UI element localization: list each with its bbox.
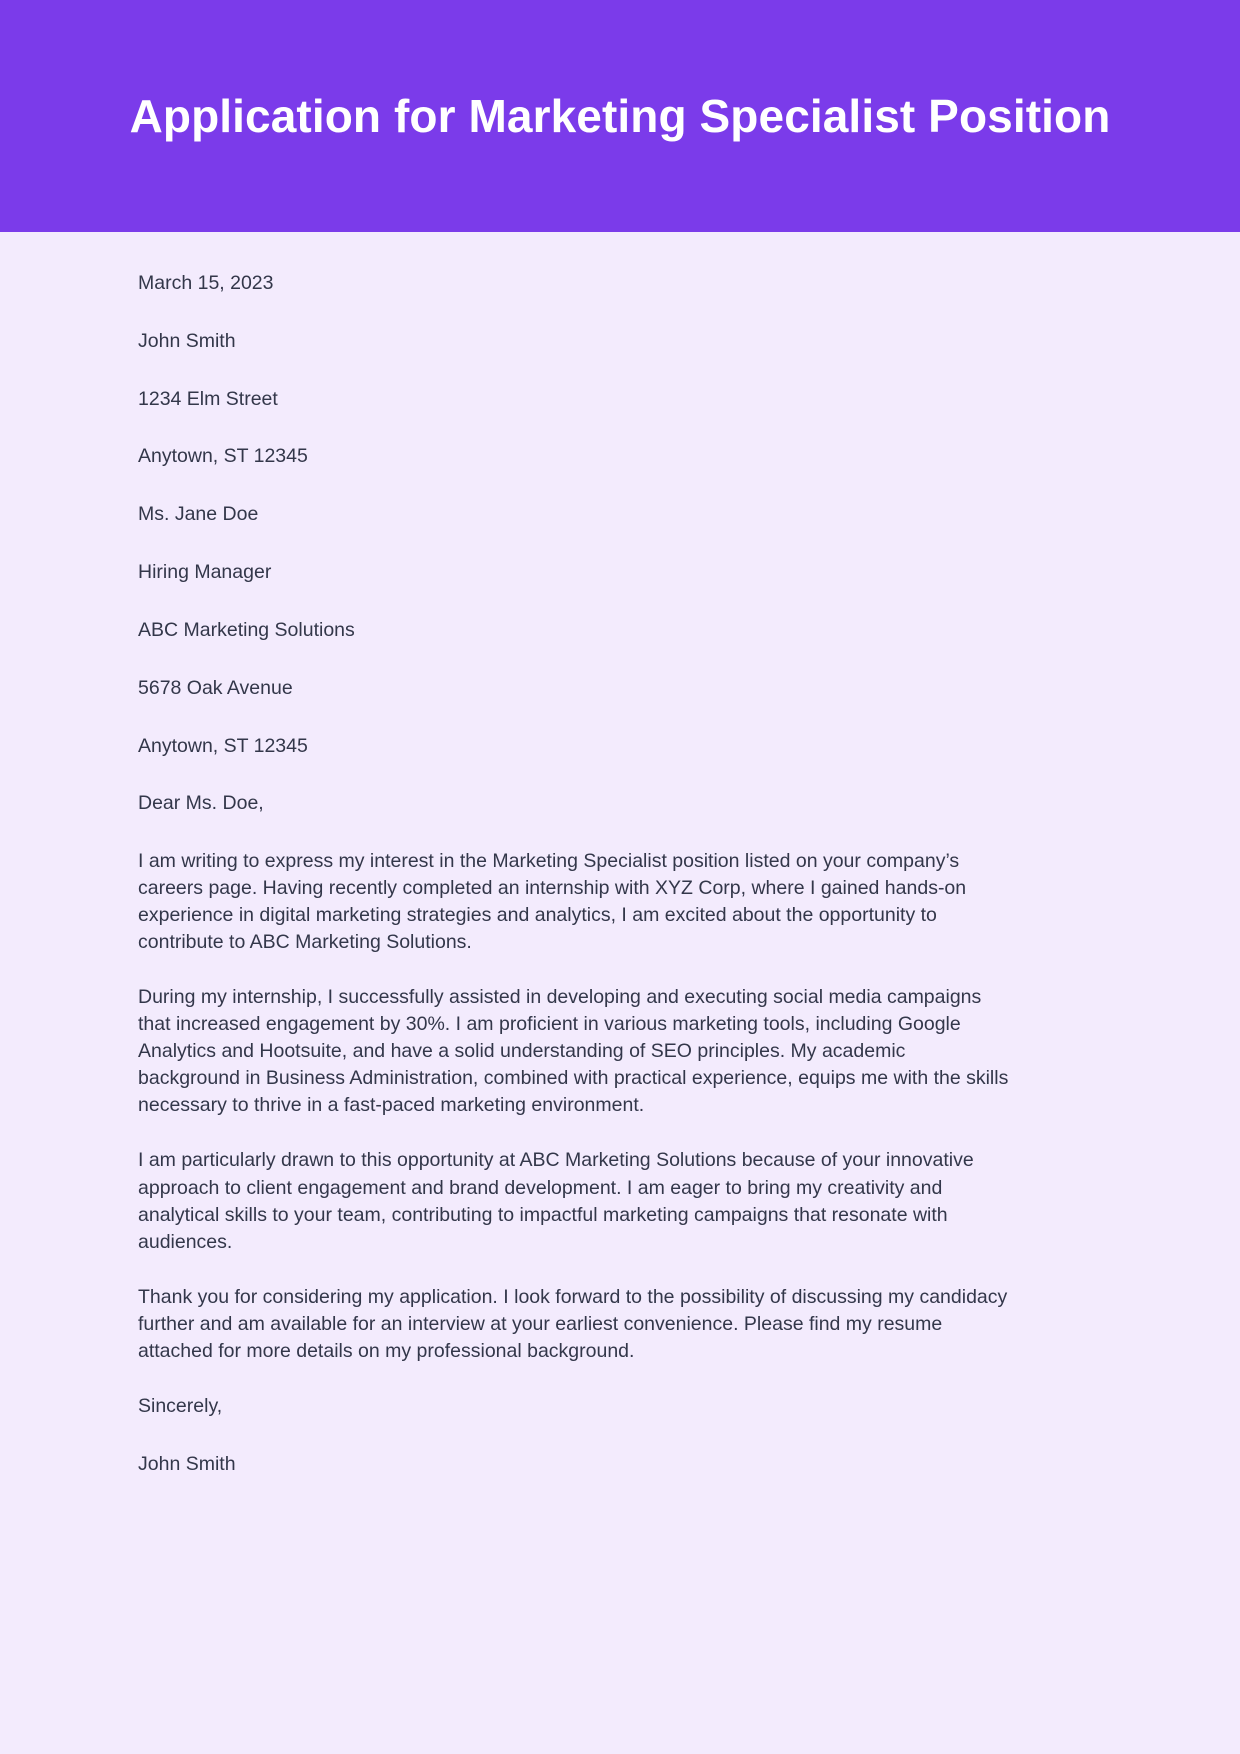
sender-name: John Smith <box>138 329 236 352</box>
letter-paragraph-2: During my internship, I successfully assisted in developing and executing social media campaigns that increased engagement by 30%. I am proficient in various marketing tools, including Google Analytics and Hootsuite, and have a solid understanding of SEO principles. My academic background in Business Administration, combined with practical experience, equips me with the skills necessary to thrive in a fast-paced marketing environment. <box>138 986 1009 1117</box>
letter-paragraph-4: Thank you for considering my application. I look forward to the possibility of discussing my candidacy further and am available for an interview at your earliest convenience. Please find my resume attached for more details on my professional background. <box>138 1285 1008 1363</box>
recipient-title: Hiring Manager <box>138 561 272 584</box>
letter-salutation: Dear Ms. Doe, <box>138 792 264 815</box>
letter-body <box>0 232 1240 1477</box>
page-title: Application for Marketing Specialist Position <box>129 89 1111 142</box>
letter-paragraph-3: I am particularly drawn to this opportunity at ABC Marketing Solutions because of your innovative approach to client engagement and brand development. I am eager to bring my creativity and analytical skills to your team, contributing to impactful marketing campaigns that resonate with audiences. <box>138 1149 974 1253</box>
letter-closing: Sincerely, <box>138 1395 223 1418</box>
letter-paragraph-1: I am writing to express my interest in the Marketing Specialist position listed on your company’s careers page. Having recently completed an internship with XYZ Corp, where I gained hands-on experience in digital marketing strategies and analytics, I am excited about the opportunity to contribute to ABC Marketing Solutions. <box>138 849 967 953</box>
sender-street: 1234 Elm Street <box>138 387 278 410</box>
letter-header-banner <box>0 0 1240 232</box>
sender-city-state-zip: Anytown, ST 12345 <box>138 445 308 468</box>
recipient-city-state-zip: Anytown, ST 12345 <box>138 734 308 757</box>
recipient-street: 5678 Oak Avenue <box>138 676 293 699</box>
letter-signature-name: John Smith <box>138 1452 236 1475</box>
recipient-company: ABC Marketing Solutions <box>138 618 355 641</box>
recipient-name: Ms. Jane Doe <box>138 503 259 526</box>
letter-date: March 15, 2023 <box>138 272 274 294</box>
